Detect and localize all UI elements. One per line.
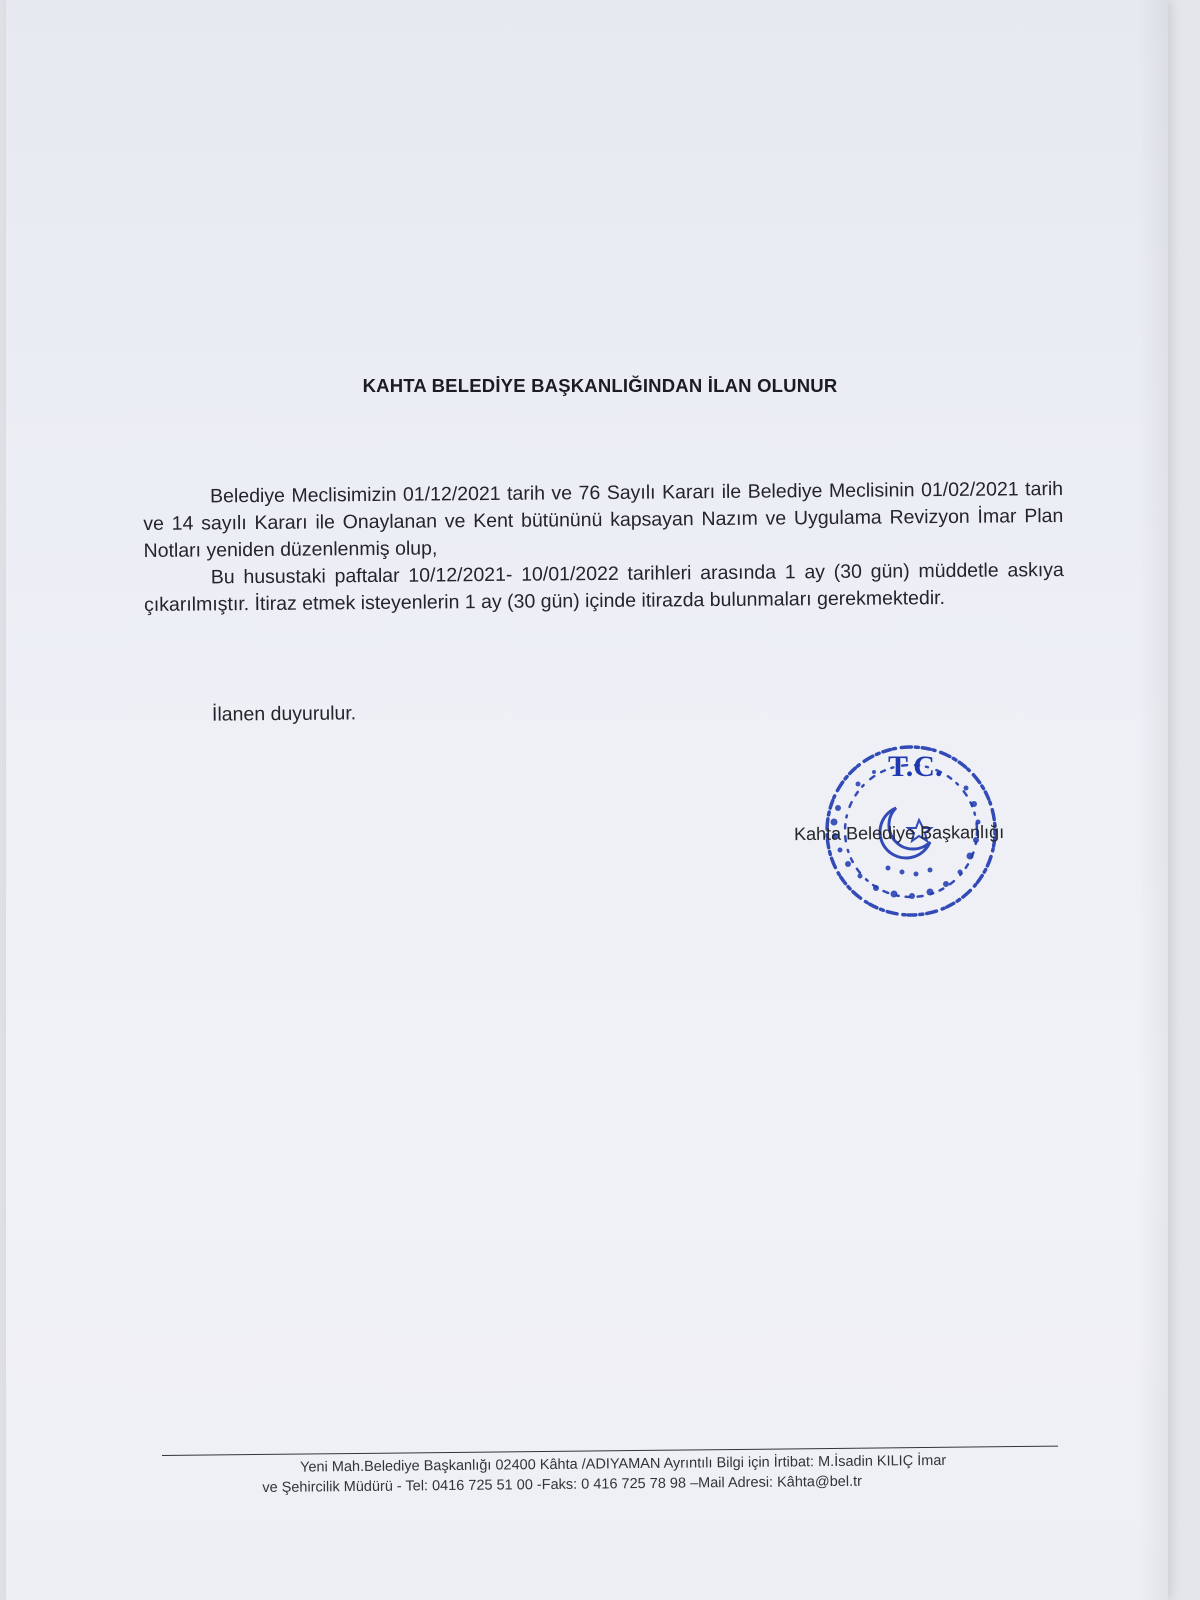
footer-line-1: Yeni Mah.Belediye Başkanlığı 02400 Kâhta /ADIYAMAN Ayrıntılı Bilgi için İrtibat: M.İsadin KILIÇ İmar (300, 1452, 947, 1476)
paper-edge-shadow (1138, 0, 1168, 1600)
announcement-line: İlanen duyurulur. (211, 702, 357, 726)
document-title: KAHTA BELEDİYE BAŞKANLIĞINDAN İLAN OLUNUR (362, 375, 838, 396)
signature-line: Kahta Belediye Başkanlığı (793, 821, 1005, 845)
body-paragraph-2: Bu husustaki paftalar 10/12/2021- 10/01/2022 tarihleri arasında 1 ay (30 gün) müddetle askıya çıkarılmıştır. İtiraz etmek isteyenlerin 1 ay (30 gün) içinde itirazda bulunmaları gerekmektedir. (143, 558, 1064, 616)
footer-contact (262, 1450, 1072, 1498)
stamp-label: T.C. (888, 750, 943, 783)
body-paragraph-1: Belediye Meclisimizin 01/12/2021 tarih ve 76 Sayılı Kararı ile Belediye Meclisinin 01/02/2021 tarih ve 14 sayılı Kararı ile Onaylanan ve Kent bütününü kapsayan Nazım ve Uygulama Revizyon İmar Plan Notları yeniden düzenlenmiş olup, (143, 477, 1064, 562)
document-body (143, 476, 1064, 619)
footer-line-2: ve Şehircilik Müdürü - Tel: 0416 725 51 00 -Faks: 0 416 725 78 98 –Mail Adresi: Kâhta@bel.tr (262, 1473, 863, 1496)
